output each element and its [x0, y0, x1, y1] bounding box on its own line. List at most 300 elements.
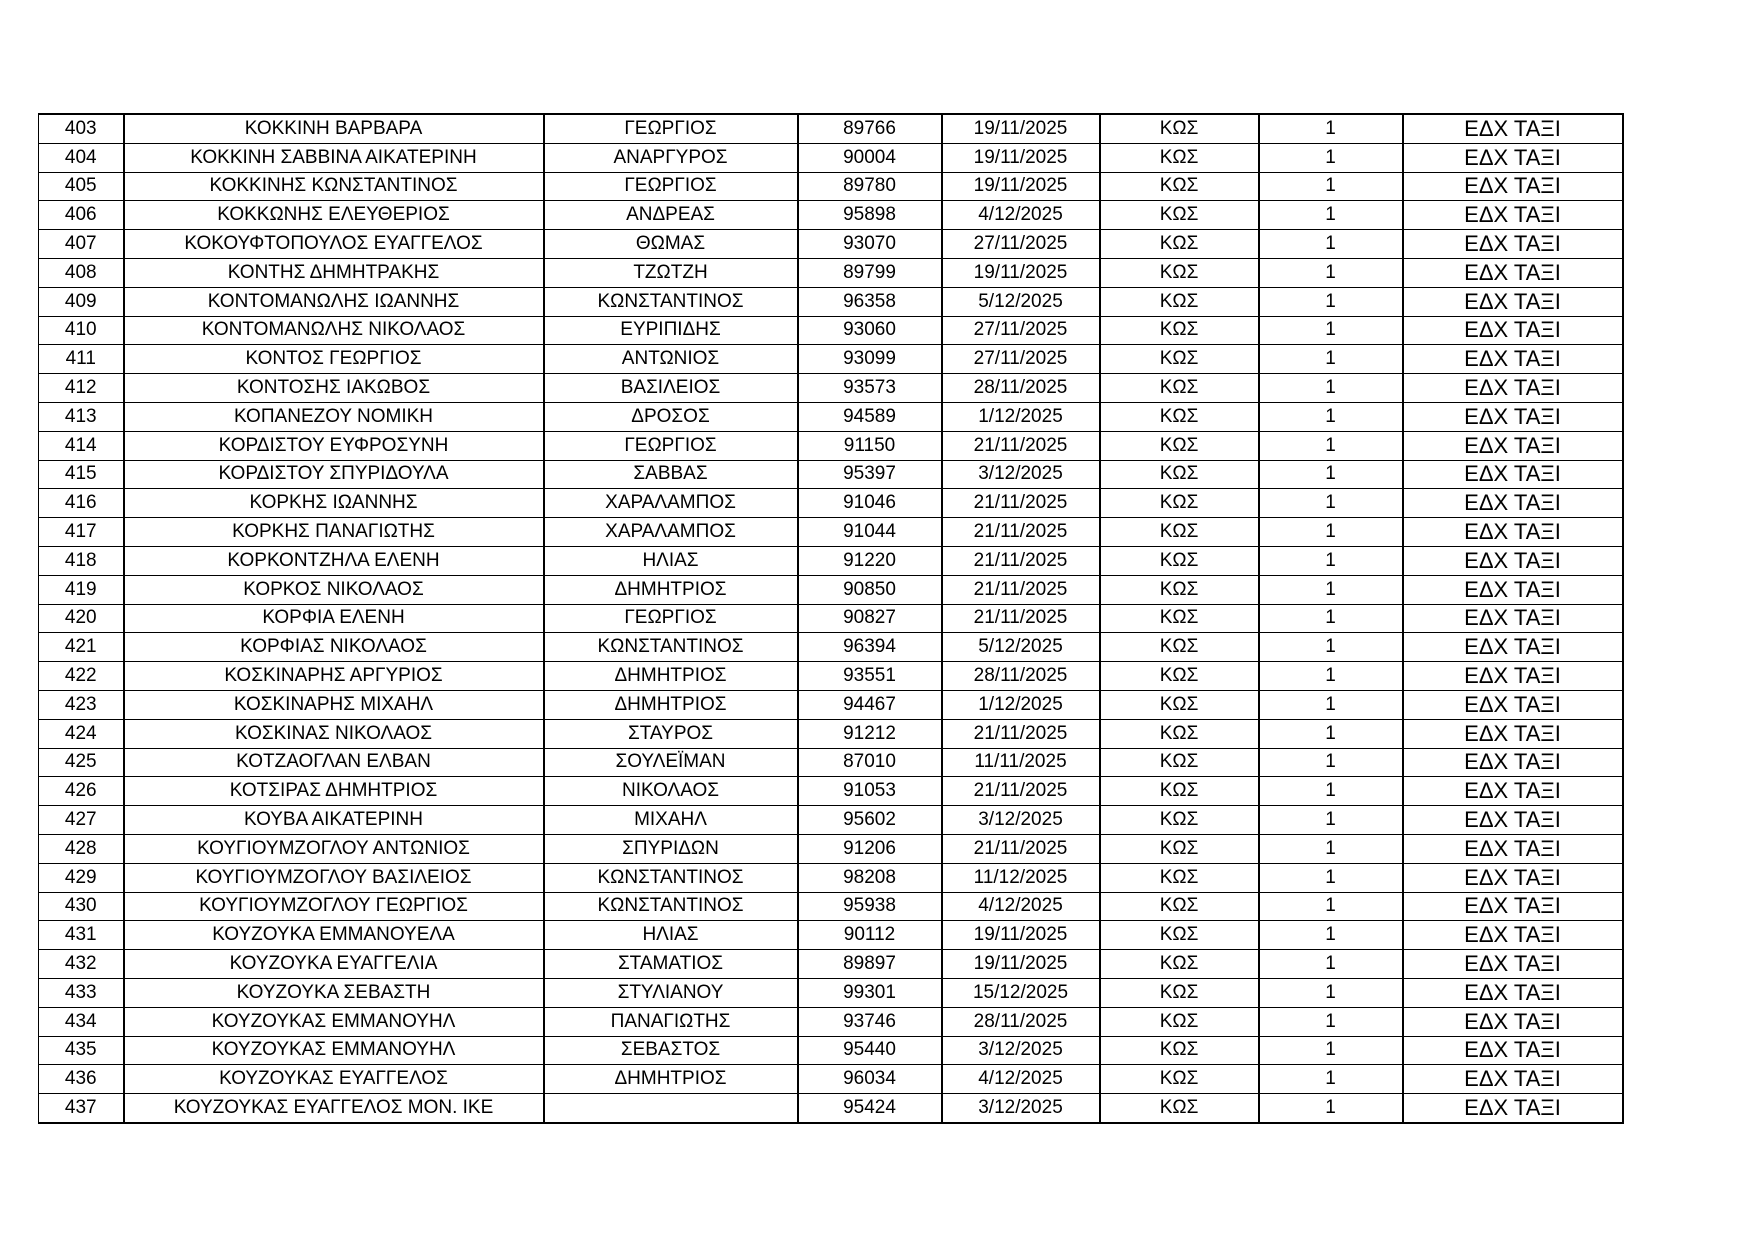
table-row [39, 950, 1623, 979]
father-name-cell: ΣΟΥΛΕΪΜΑΝ [544, 748, 798, 777]
row-number-cell: 435 [39, 1036, 124, 1065]
location-cell: ΚΩΣ [1100, 201, 1259, 230]
location-cell: ΚΩΣ [1100, 921, 1259, 950]
date-cell: 27/11/2025 [942, 345, 1100, 374]
registration-number-cell: 95424 [798, 1094, 942, 1123]
registration-number-cell: 90004 [798, 143, 942, 172]
father-name-cell: ΚΩΝΣΤΑΝΤΙΝΟΣ [544, 892, 798, 921]
vehicle-type-cell: ΕΔΧ ΤΑΞΙ [1403, 201, 1623, 230]
full-name-cell: ΚΟΚΚΩΝΗΣ ΕΛΕΥΘΕΡΙΟΣ [124, 201, 544, 230]
row-number-cell: 403 [39, 114, 124, 143]
location-cell: ΚΩΣ [1100, 1094, 1259, 1123]
full-name-cell: ΚΟΥΖΟΥΚΑ ΣΕΒΑΣΤΗ [124, 978, 544, 1007]
location-cell: ΚΩΣ [1100, 172, 1259, 201]
quantity-cell: 1 [1259, 863, 1403, 892]
father-name-cell: ΓΕΩΡΓΙΟΣ [544, 114, 798, 143]
full-name-cell: ΚΟΥΖΟΥΚΑΣ ΕΜΜΑΝΟΥΗΛ [124, 1007, 544, 1036]
location-cell: ΚΩΣ [1100, 114, 1259, 143]
vehicle-type-cell: ΕΔΧ ΤΑΞΙ [1403, 258, 1623, 287]
full-name-cell: ΚΟΥΓΙΟΥΜΖΟΓΛΟΥ ΑΝΤΩΝΙΟΣ [124, 834, 544, 863]
father-name-cell: ΑΝΔΡΕΑΣ [544, 201, 798, 230]
registry-body [39, 114, 1623, 1123]
quantity-cell: 1 [1259, 1007, 1403, 1036]
table-row [39, 489, 1623, 518]
registration-number-cell: 90827 [798, 604, 942, 633]
date-cell: 19/11/2025 [942, 921, 1100, 950]
full-name-cell: ΚΟΚΚΙΝΗ ΒΑΡΒΑΡΑ [124, 114, 544, 143]
row-number-cell: 417 [39, 518, 124, 547]
father-name-cell [544, 1094, 798, 1123]
date-cell: 1/12/2025 [942, 402, 1100, 431]
date-cell: 21/11/2025 [942, 546, 1100, 575]
father-name-cell: ΣΤΑΥΡΟΣ [544, 719, 798, 748]
location-cell: ΚΩΣ [1100, 863, 1259, 892]
quantity-cell: 1 [1259, 892, 1403, 921]
row-number-cell: 430 [39, 892, 124, 921]
date-cell: 4/12/2025 [942, 201, 1100, 230]
vehicle-type-cell: ΕΔΧ ΤΑΞΙ [1403, 114, 1623, 143]
full-name-cell: ΚΟΡΚΗΣ ΙΩΑΝΝΗΣ [124, 489, 544, 518]
date-cell: 19/11/2025 [942, 114, 1100, 143]
vehicle-type-cell: ΕΔΧ ΤΑΞΙ [1403, 287, 1623, 316]
registration-number-cell: 91053 [798, 777, 942, 806]
quantity-cell: 1 [1259, 201, 1403, 230]
date-cell: 28/11/2025 [942, 662, 1100, 691]
quantity-cell: 1 [1259, 489, 1403, 518]
row-number-cell: 424 [39, 719, 124, 748]
date-cell: 21/11/2025 [942, 834, 1100, 863]
registration-number-cell: 93746 [798, 1007, 942, 1036]
location-cell: ΚΩΣ [1100, 719, 1259, 748]
quantity-cell: 1 [1259, 374, 1403, 403]
date-cell: 3/12/2025 [942, 1036, 1100, 1065]
father-name-cell: ΔΗΜΗΤΡΙΟΣ [544, 690, 798, 719]
quantity-cell: 1 [1259, 114, 1403, 143]
vehicle-type-cell: ΕΔΧ ΤΑΞΙ [1403, 1007, 1623, 1036]
registration-number-cell: 91044 [798, 518, 942, 547]
location-cell: ΚΩΣ [1100, 345, 1259, 374]
date-cell: 4/12/2025 [942, 1065, 1100, 1094]
vehicle-type-cell: ΕΔΧ ΤΑΞΙ [1403, 662, 1623, 691]
date-cell: 27/11/2025 [942, 230, 1100, 259]
date-cell: 19/11/2025 [942, 258, 1100, 287]
full-name-cell: ΚΟΚΟΥΦΤΟΠΟΥΛΟΣ ΕΥΑΓΓΕΛΟΣ [124, 230, 544, 259]
quantity-cell: 1 [1259, 230, 1403, 259]
table-row [39, 114, 1623, 143]
quantity-cell: 1 [1259, 777, 1403, 806]
quantity-cell: 1 [1259, 575, 1403, 604]
table-row [39, 546, 1623, 575]
location-cell: ΚΩΣ [1100, 316, 1259, 345]
registration-number-cell: 90850 [798, 575, 942, 604]
registration-number-cell: 91220 [798, 546, 942, 575]
table-row [39, 1065, 1623, 1094]
full-name-cell: ΚΟΝΤΟΜΑΝΩΛΗΣ ΙΩΑΝΝΗΣ [124, 287, 544, 316]
date-cell: 27/11/2025 [942, 316, 1100, 345]
table-row [39, 230, 1623, 259]
quantity-cell: 1 [1259, 316, 1403, 345]
full-name-cell: ΚΟΥΓΙΟΥΜΖΟΓΛΟΥ ΒΑΣΙΛΕΙΟΣ [124, 863, 544, 892]
registration-number-cell: 87010 [798, 748, 942, 777]
full-name-cell: ΚΟΡΔΙΣΤΟΥ ΣΠΥΡΙΔΟΥΛΑ [124, 460, 544, 489]
vehicle-type-cell: ΕΔΧ ΤΑΞΙ [1403, 230, 1623, 259]
row-number-cell: 423 [39, 690, 124, 719]
location-cell: ΚΩΣ [1100, 748, 1259, 777]
row-number-cell: 433 [39, 978, 124, 1007]
registration-number-cell: 95938 [798, 892, 942, 921]
table-row [39, 1094, 1623, 1123]
vehicle-type-cell: ΕΔΧ ΤΑΞΙ [1403, 604, 1623, 633]
father-name-cell: ΣΤΥΛΙΑΝΟΥ [544, 978, 798, 1007]
vehicle-type-cell: ΕΔΧ ΤΑΞΙ [1403, 518, 1623, 547]
row-number-cell: 406 [39, 201, 124, 230]
full-name-cell: ΚΟΥΖΟΥΚΑ ΕΜΜΑΝΟΥΕΛΑ [124, 921, 544, 950]
row-number-cell: 428 [39, 834, 124, 863]
location-cell: ΚΩΣ [1100, 402, 1259, 431]
vehicle-type-cell: ΕΔΧ ΤΑΞΙ [1403, 575, 1623, 604]
vehicle-type-cell: ΕΔΧ ΤΑΞΙ [1403, 921, 1623, 950]
date-cell: 5/12/2025 [942, 287, 1100, 316]
table-row [39, 575, 1623, 604]
quantity-cell: 1 [1259, 806, 1403, 835]
registration-number-cell: 90112 [798, 921, 942, 950]
row-number-cell: 410 [39, 316, 124, 345]
row-number-cell: 405 [39, 172, 124, 201]
full-name-cell: ΚΟΥΖΟΥΚΑ ΕΥΑΓΓΕΛΙΑ [124, 950, 544, 979]
row-number-cell: 409 [39, 287, 124, 316]
quantity-cell: 1 [1259, 1065, 1403, 1094]
row-number-cell: 432 [39, 950, 124, 979]
row-number-cell: 425 [39, 748, 124, 777]
father-name-cell: ΧΑΡΑΛΑΜΠΟΣ [544, 489, 798, 518]
location-cell: ΚΩΣ [1100, 892, 1259, 921]
quantity-cell: 1 [1259, 460, 1403, 489]
father-name-cell: ΕΥΡΙΠΙΔΗΣ [544, 316, 798, 345]
registration-number-cell: 98208 [798, 863, 942, 892]
full-name-cell: ΚΟΡΚΟΣ ΝΙΚΟΛΑΟΣ [124, 575, 544, 604]
full-name-cell: ΚΟΣΚΙΝΑΣ ΝΙΚΟΛΑΟΣ [124, 719, 544, 748]
full-name-cell: ΚΟΚΚΙΝΗΣ ΚΩΝΣΤΑΝΤΙΝΟΣ [124, 172, 544, 201]
date-cell: 19/11/2025 [942, 950, 1100, 979]
registration-number-cell: 95602 [798, 806, 942, 835]
table-row [39, 892, 1623, 921]
row-number-cell: 414 [39, 431, 124, 460]
date-cell: 5/12/2025 [942, 633, 1100, 662]
registration-number-cell: 89897 [798, 950, 942, 979]
registration-number-cell: 96394 [798, 633, 942, 662]
quantity-cell: 1 [1259, 1036, 1403, 1065]
full-name-cell: ΚΟΠΑΝΕΖΟΥ ΝΟΜΙΚΗ [124, 402, 544, 431]
row-number-cell: 408 [39, 258, 124, 287]
row-number-cell: 429 [39, 863, 124, 892]
full-name-cell: ΚΟΡΦΙΑΣ ΝΙΚΟΛΑΟΣ [124, 633, 544, 662]
row-number-cell: 436 [39, 1065, 124, 1094]
row-number-cell: 422 [39, 662, 124, 691]
vehicle-type-cell: ΕΔΧ ΤΑΞΙ [1403, 489, 1623, 518]
quantity-cell: 1 [1259, 172, 1403, 201]
full-name-cell: ΚΟΡΔΙΣΤΟΥ ΕΥΦΡΟΣΥΝΗ [124, 431, 544, 460]
table-row [39, 201, 1623, 230]
date-cell: 11/11/2025 [942, 748, 1100, 777]
table-row [39, 143, 1623, 172]
location-cell: ΚΩΣ [1100, 834, 1259, 863]
quantity-cell: 1 [1259, 748, 1403, 777]
father-name-cell: ΗΛΙΑΣ [544, 546, 798, 575]
vehicle-type-cell: ΕΔΧ ΤΑΞΙ [1403, 172, 1623, 201]
full-name-cell: ΚΟΣΚΙΝΑΡΗΣ ΑΡΓΥΡΙΟΣ [124, 662, 544, 691]
quantity-cell: 1 [1259, 604, 1403, 633]
registration-number-cell: 96034 [798, 1065, 942, 1094]
table-row [39, 374, 1623, 403]
location-cell: ΚΩΣ [1100, 806, 1259, 835]
father-name-cell: ΣΤΑΜΑΤΙΟΣ [544, 950, 798, 979]
full-name-cell: ΚΟΥΒΑ ΑΙΚΑΤΕΡΙΝΗ [124, 806, 544, 835]
full-name-cell: ΚΟΚΚΙΝΗ ΣΑΒΒΙΝΑ ΑΙΚΑΤΕΡΙΝΗ [124, 143, 544, 172]
father-name-cell: ΒΑΣΙΛΕΙΟΣ [544, 374, 798, 403]
vehicle-type-cell: ΕΔΧ ΤΑΞΙ [1403, 316, 1623, 345]
full-name-cell: ΚΟΝΤΗΣ ΔΗΜΗΤΡΑΚΗΣ [124, 258, 544, 287]
father-name-cell: ΚΩΝΣΤΑΝΤΙΝΟΣ [544, 287, 798, 316]
quantity-cell: 1 [1259, 978, 1403, 1007]
table-row [39, 287, 1623, 316]
full-name-cell: ΚΟΥΖΟΥΚΑΣ ΕΜΜΑΝΟΥΗΛ [124, 1036, 544, 1065]
vehicle-type-cell: ΕΔΧ ΤΑΞΙ [1403, 1094, 1623, 1123]
registration-number-cell: 99301 [798, 978, 942, 1007]
father-name-cell: ΤΖΩΤΖΗ [544, 258, 798, 287]
father-name-cell: ΣΑΒΒΑΣ [544, 460, 798, 489]
location-cell: ΚΩΣ [1100, 489, 1259, 518]
vehicle-type-cell: ΕΔΧ ΤΑΞΙ [1403, 950, 1623, 979]
location-cell: ΚΩΣ [1100, 662, 1259, 691]
row-number-cell: 416 [39, 489, 124, 518]
registration-number-cell: 94467 [798, 690, 942, 719]
row-number-cell: 418 [39, 546, 124, 575]
location-cell: ΚΩΣ [1100, 374, 1259, 403]
vehicle-type-cell: ΕΔΧ ΤΑΞΙ [1403, 431, 1623, 460]
table-row [39, 460, 1623, 489]
full-name-cell: ΚΟΥΖΟΥΚΑΣ ΕΥΑΓΓΕΛΟΣ ΜΟΝ. ΙΚΕ [124, 1094, 544, 1123]
father-name-cell: ΓΕΩΡΓΙΟΣ [544, 431, 798, 460]
registration-number-cell: 89780 [798, 172, 942, 201]
table-row [39, 172, 1623, 201]
location-cell: ΚΩΣ [1100, 460, 1259, 489]
row-number-cell: 427 [39, 806, 124, 835]
row-number-cell: 437 [39, 1094, 124, 1123]
registration-number-cell: 93551 [798, 662, 942, 691]
quantity-cell: 1 [1259, 287, 1403, 316]
registration-number-cell: 93060 [798, 316, 942, 345]
date-cell: 19/11/2025 [942, 172, 1100, 201]
quantity-cell: 1 [1259, 719, 1403, 748]
quantity-cell: 1 [1259, 921, 1403, 950]
table-row [39, 258, 1623, 287]
full-name-cell: ΚΟΥΓΙΟΥΜΖΟΓΛΟΥ ΓΕΩΡΓΙΟΣ [124, 892, 544, 921]
vehicle-type-cell: ΕΔΧ ΤΑΞΙ [1403, 806, 1623, 835]
location-cell: ΚΩΣ [1100, 143, 1259, 172]
vehicle-type-cell: ΕΔΧ ΤΑΞΙ [1403, 834, 1623, 863]
location-cell: ΚΩΣ [1100, 431, 1259, 460]
date-cell: 11/12/2025 [942, 863, 1100, 892]
table-row [39, 978, 1623, 1007]
table-row [39, 316, 1623, 345]
location-cell: ΚΩΣ [1100, 575, 1259, 604]
location-cell: ΚΩΣ [1100, 230, 1259, 259]
quantity-cell: 1 [1259, 546, 1403, 575]
date-cell: 21/11/2025 [942, 604, 1100, 633]
quantity-cell: 1 [1259, 402, 1403, 431]
full-name-cell: ΚΟΡΚΗΣ ΠΑΝΑΓΙΩΤΗΣ [124, 518, 544, 547]
row-number-cell: 434 [39, 1007, 124, 1036]
full-name-cell: ΚΟΝΤΟΣ ΓΕΩΡΓΙΟΣ [124, 345, 544, 374]
location-cell: ΚΩΣ [1100, 604, 1259, 633]
table-row [39, 1007, 1623, 1036]
date-cell: 21/11/2025 [942, 518, 1100, 547]
date-cell: 3/12/2025 [942, 1094, 1100, 1123]
quantity-cell: 1 [1259, 950, 1403, 979]
father-name-cell: ΔΗΜΗΤΡΙΟΣ [544, 1065, 798, 1094]
date-cell: 15/12/2025 [942, 978, 1100, 1007]
location-cell: ΚΩΣ [1100, 777, 1259, 806]
date-cell: 21/11/2025 [942, 777, 1100, 806]
vehicle-type-cell: ΕΔΧ ΤΑΞΙ [1403, 777, 1623, 806]
registration-number-cell: 91046 [798, 489, 942, 518]
table-row [39, 748, 1623, 777]
table-row [39, 604, 1623, 633]
father-name-cell: ΚΩΝΣΤΑΝΤΙΝΟΣ [544, 863, 798, 892]
full-name-cell: ΚΟΝΤΟΜΑΝΩΛΗΣ ΝΙΚΟΛΑΟΣ [124, 316, 544, 345]
table-row [39, 1036, 1623, 1065]
father-name-cell: ΔΗΜΗΤΡΙΟΣ [544, 662, 798, 691]
date-cell: 4/12/2025 [942, 892, 1100, 921]
registration-number-cell: 89766 [798, 114, 942, 143]
table-row [39, 402, 1623, 431]
location-cell: ΚΩΣ [1100, 690, 1259, 719]
father-name-cell: ΑΝΤΩΝΙΟΣ [544, 345, 798, 374]
full-name-cell: ΚΟΣΚΙΝΑΡΗΣ ΜΙΧΑΗΛ [124, 690, 544, 719]
row-number-cell: 404 [39, 143, 124, 172]
quantity-cell: 1 [1259, 431, 1403, 460]
full-name-cell: ΚΟΤΖΑΟΓΛΑΝ ΕΛΒΑΝ [124, 748, 544, 777]
vehicle-type-cell: ΕΔΧ ΤΑΞΙ [1403, 546, 1623, 575]
father-name-cell: ΜΙΧΑΗΛ [544, 806, 798, 835]
table-row [39, 719, 1623, 748]
vehicle-type-cell: ΕΔΧ ΤΑΞΙ [1403, 719, 1623, 748]
table-row [39, 431, 1623, 460]
registration-number-cell: 91150 [798, 431, 942, 460]
vehicle-type-cell: ΕΔΧ ΤΑΞΙ [1403, 460, 1623, 489]
location-cell: ΚΩΣ [1100, 1065, 1259, 1094]
father-name-cell: ΧΑΡΑΛΑΜΠΟΣ [544, 518, 798, 547]
father-name-cell: ΣΕΒΑΣΤΟΣ [544, 1036, 798, 1065]
full-name-cell: ΚΟΡΚΟΝΤΖΗΛΑ ΕΛΕΝΗ [124, 546, 544, 575]
location-cell: ΚΩΣ [1100, 1007, 1259, 1036]
location-cell: ΚΩΣ [1100, 287, 1259, 316]
vehicle-type-cell: ΕΔΧ ΤΑΞΙ [1403, 748, 1623, 777]
vehicle-type-cell: ΕΔΧ ΤΑΞΙ [1403, 402, 1623, 431]
full-name-cell: ΚΟΡΦΙΑ ΕΛΕΝΗ [124, 604, 544, 633]
row-number-cell: 420 [39, 604, 124, 633]
location-cell: ΚΩΣ [1100, 978, 1259, 1007]
father-name-cell: ΝΙΚΟΛΑΟΣ [544, 777, 798, 806]
full-name-cell: ΚΟΥΖΟΥΚΑΣ ΕΥΑΓΓΕΛΟΣ [124, 1065, 544, 1094]
date-cell: 28/11/2025 [942, 1007, 1100, 1036]
quantity-cell: 1 [1259, 518, 1403, 547]
table-row [39, 633, 1623, 662]
location-cell: ΚΩΣ [1100, 258, 1259, 287]
location-cell: ΚΩΣ [1100, 518, 1259, 547]
vehicle-type-cell: ΕΔΧ ΤΑΞΙ [1403, 892, 1623, 921]
vehicle-type-cell: ΕΔΧ ΤΑΞΙ [1403, 1036, 1623, 1065]
father-name-cell: ΚΩΝΣΤΑΝΤΙΝΟΣ [544, 633, 798, 662]
date-cell: 21/11/2025 [942, 431, 1100, 460]
registration-number-cell: 93099 [798, 345, 942, 374]
vehicle-type-cell: ΕΔΧ ΤΑΞΙ [1403, 633, 1623, 662]
row-number-cell: 421 [39, 633, 124, 662]
full-name-cell: ΚΟΤΣΙΡΑΣ ΔΗΜΗΤΡΙΟΣ [124, 777, 544, 806]
quantity-cell: 1 [1259, 662, 1403, 691]
vehicle-type-cell: ΕΔΧ ΤΑΞΙ [1403, 345, 1623, 374]
vehicle-type-cell: ΕΔΧ ΤΑΞΙ [1403, 143, 1623, 172]
date-cell: 21/11/2025 [942, 719, 1100, 748]
table-row [39, 806, 1623, 835]
registration-number-cell: 93070 [798, 230, 942, 259]
table-row [39, 834, 1623, 863]
date-cell: 19/11/2025 [942, 143, 1100, 172]
table-row [39, 662, 1623, 691]
table-row [39, 518, 1623, 547]
row-number-cell: 413 [39, 402, 124, 431]
quantity-cell: 1 [1259, 1094, 1403, 1123]
quantity-cell: 1 [1259, 633, 1403, 662]
quantity-cell: 1 [1259, 690, 1403, 719]
date-cell: 21/11/2025 [942, 575, 1100, 604]
father-name-cell: ΔΡΟΣΟΣ [544, 402, 798, 431]
father-name-cell: ΓΕΩΡΓΙΟΣ [544, 604, 798, 633]
vehicle-type-cell: ΕΔΧ ΤΑΞΙ [1403, 1065, 1623, 1094]
row-number-cell: 411 [39, 345, 124, 374]
quantity-cell: 1 [1259, 258, 1403, 287]
father-name-cell: ΘΩΜΑΣ [544, 230, 798, 259]
father-name-cell: ΓΕΩΡΓΙΟΣ [544, 172, 798, 201]
location-cell: ΚΩΣ [1100, 950, 1259, 979]
father-name-cell: ΣΠΥΡΙΔΩΝ [544, 834, 798, 863]
row-number-cell: 412 [39, 374, 124, 403]
location-cell: ΚΩΣ [1100, 633, 1259, 662]
date-cell: 3/12/2025 [942, 460, 1100, 489]
father-name-cell: ΗΛΙΑΣ [544, 921, 798, 950]
registration-number-cell: 91206 [798, 834, 942, 863]
father-name-cell: ΑΝΑΡΓΥΡΟΣ [544, 143, 798, 172]
registration-number-cell: 89799 [798, 258, 942, 287]
registration-number-cell: 95898 [798, 201, 942, 230]
father-name-cell: ΠΑΝΑΓΙΩΤΗΣ [544, 1007, 798, 1036]
row-number-cell: 431 [39, 921, 124, 950]
row-number-cell: 419 [39, 575, 124, 604]
table-row [39, 777, 1623, 806]
table-row [39, 863, 1623, 892]
vehicle-type-cell: ΕΔΧ ΤΑΞΙ [1403, 690, 1623, 719]
date-cell: 21/11/2025 [942, 489, 1100, 518]
table-row [39, 690, 1623, 719]
table-row [39, 345, 1623, 374]
row-number-cell: 426 [39, 777, 124, 806]
date-cell: 28/11/2025 [942, 374, 1100, 403]
table-row [39, 921, 1623, 950]
quantity-cell: 1 [1259, 143, 1403, 172]
quantity-cell: 1 [1259, 345, 1403, 374]
registry-table [38, 113, 1624, 1124]
registration-number-cell: 93573 [798, 374, 942, 403]
